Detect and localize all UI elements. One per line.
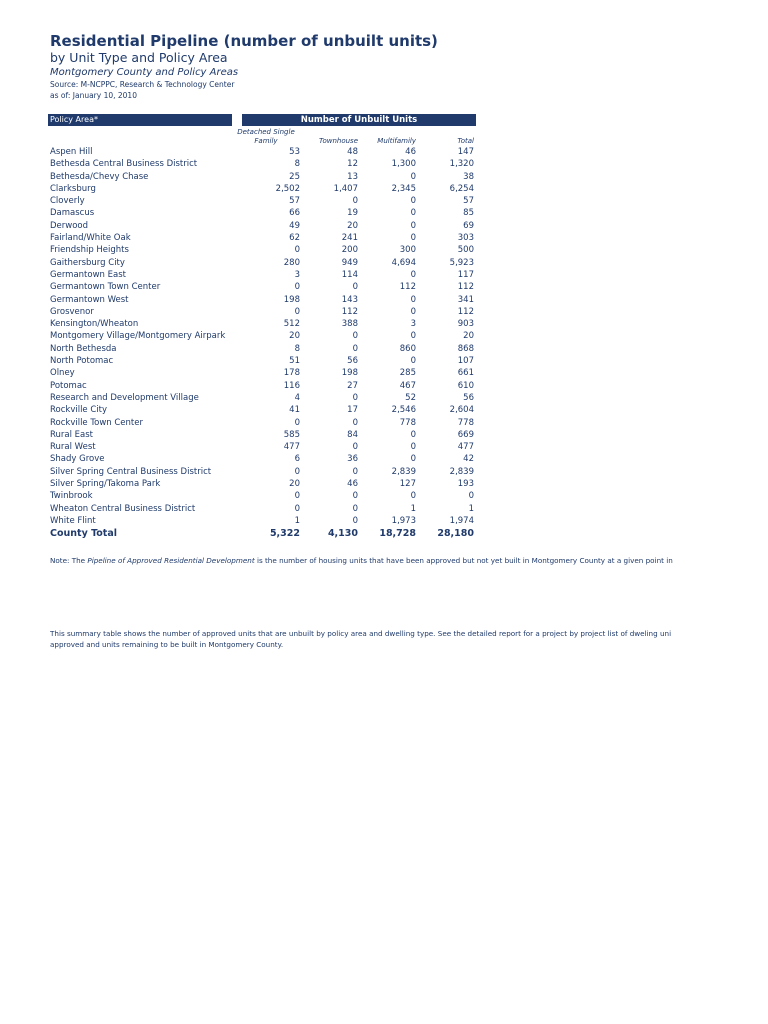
total-cell: 669 bbox=[457, 429, 474, 440]
table-row bbox=[48, 171, 478, 183]
table-row bbox=[48, 441, 478, 453]
table-note bbox=[50, 556, 760, 566]
total-cell: 0 bbox=[468, 491, 474, 502]
detached-cell: 2,502 bbox=[275, 183, 300, 194]
multifamily-cell: 3 bbox=[410, 319, 416, 330]
detached-cell: 0 bbox=[294, 466, 300, 477]
table-row bbox=[48, 195, 478, 207]
policy-area-header: Policy Area* bbox=[48, 114, 232, 126]
multifamily-cell: 0 bbox=[410, 306, 416, 317]
townhouse-cell: 200 bbox=[341, 245, 358, 256]
table-row bbox=[48, 220, 478, 232]
policy-area-cell: Bethesda Central Business District bbox=[50, 159, 198, 170]
pipeline-table bbox=[48, 114, 478, 541]
detached-cell: 0 bbox=[294, 417, 300, 428]
policy-area-cell: Potomac bbox=[50, 380, 87, 391]
detached-cell: 0 bbox=[294, 503, 300, 514]
table-row bbox=[48, 158, 478, 170]
policy-area-cell: Germantown West bbox=[50, 294, 129, 305]
total-cell: 2,839 bbox=[449, 466, 474, 477]
table-row bbox=[48, 466, 478, 478]
total-cell: 147 bbox=[457, 147, 474, 157]
townhouse-cell: 198 bbox=[341, 368, 358, 379]
total-cell: 2,604 bbox=[449, 405, 474, 416]
detached-cell: 0 bbox=[294, 282, 300, 293]
townhouse-cell: 12 bbox=[347, 159, 358, 170]
report-date: as of: January 10, 2010 bbox=[50, 91, 137, 100]
multifamily-cell: 0 bbox=[410, 429, 416, 440]
townhouse-cell: 27 bbox=[347, 380, 358, 391]
detached-cell: 116 bbox=[283, 380, 300, 391]
total-cell: 477 bbox=[457, 442, 474, 453]
table-row bbox=[48, 318, 478, 330]
detached-cell: 0 bbox=[294, 306, 300, 317]
townhouse-cell: 13 bbox=[347, 171, 358, 182]
policy-area-cell: Silver Spring Central Business District bbox=[50, 466, 212, 477]
townhouse-cell: 0 bbox=[352, 503, 358, 514]
col-multifamily-header: Multifamily bbox=[377, 137, 416, 145]
townhouse-cell: 46 bbox=[347, 479, 358, 490]
summary-line-1: This summary table shows the number of approved units that are unbuilt by policy area and dwelling type. See the detailed report for a project by project list of dweling uni bbox=[50, 629, 672, 638]
total-cell: 778 bbox=[457, 417, 474, 428]
townhouse-cell: 0 bbox=[352, 491, 358, 502]
detached-cell: 0 bbox=[294, 245, 300, 256]
detached-cell: 1 bbox=[294, 515, 300, 526]
townhouse-cell: 17 bbox=[347, 405, 358, 416]
multifamily-cell: 0 bbox=[410, 269, 416, 280]
table-row bbox=[48, 146, 478, 158]
detached-cell: 8 bbox=[294, 159, 300, 170]
table-row bbox=[48, 404, 478, 416]
total-cell: 1 bbox=[468, 503, 474, 514]
total-cell: 107 bbox=[457, 356, 474, 367]
table-row bbox=[48, 269, 478, 281]
multifamily-cell: 112 bbox=[399, 282, 416, 293]
detached-cell: 512 bbox=[283, 319, 300, 330]
townhouse-cell: 112 bbox=[341, 306, 358, 317]
total-cell: 56 bbox=[463, 392, 474, 403]
table-row bbox=[48, 417, 478, 429]
detached-cell: 8 bbox=[294, 343, 300, 354]
policy-area-cell: Clarksburg bbox=[50, 183, 96, 194]
townhouse-cell: 1,407 bbox=[333, 183, 358, 194]
total-cell: 112 bbox=[457, 306, 474, 317]
unbuilt-units-header: Number of Unbuilt Units bbox=[242, 114, 476, 126]
table-row bbox=[48, 355, 478, 367]
column-headers bbox=[48, 126, 478, 146]
detached-cell: 20 bbox=[289, 479, 300, 490]
townhouse-cell: 0 bbox=[352, 466, 358, 477]
total-cell: 85 bbox=[463, 208, 474, 219]
multifamily-cell: 0 bbox=[410, 196, 416, 207]
report-header bbox=[50, 32, 750, 101]
detached-cell: 6 bbox=[294, 454, 300, 465]
multifamily-cell: 52 bbox=[405, 392, 416, 403]
table-row bbox=[48, 232, 478, 244]
table-row bbox=[48, 281, 478, 293]
multifamily-cell: 127 bbox=[399, 479, 416, 490]
townhouse-cell: 36 bbox=[347, 454, 358, 465]
policy-area-cell: Aspen Hill bbox=[50, 147, 93, 157]
multifamily-cell: 0 bbox=[410, 208, 416, 219]
total-total: 28,180 bbox=[437, 528, 474, 540]
detached-cell: 3 bbox=[294, 269, 300, 280]
policy-area-cell: Research and Development Village bbox=[50, 392, 199, 403]
table-row bbox=[48, 367, 478, 379]
townhouse-cell: 48 bbox=[347, 147, 358, 157]
policy-area-cell: Derwood bbox=[50, 220, 89, 231]
detached-cell: 20 bbox=[289, 331, 300, 342]
total-cell: 341 bbox=[457, 294, 474, 305]
policy-area-cell: White Flint bbox=[50, 515, 96, 526]
detached-cell: 178 bbox=[283, 368, 300, 379]
table-row bbox=[48, 515, 478, 527]
townhouse-cell: 0 bbox=[352, 282, 358, 293]
summary-line-2: approved and units remaining to be built in Montgomery County. bbox=[50, 640, 284, 649]
total-cell: 5,923 bbox=[449, 257, 474, 268]
total-cell: 903 bbox=[457, 319, 474, 330]
table-row bbox=[48, 380, 478, 392]
table-body bbox=[48, 146, 478, 527]
policy-area-cell: Grosvenor bbox=[50, 306, 94, 317]
detached-cell: 53 bbox=[289, 147, 300, 157]
detached-cell: 0 bbox=[294, 491, 300, 502]
report-title: Residential Pipeline (number of unbuilt units) bbox=[50, 32, 438, 50]
townhouse-cell: 143 bbox=[341, 294, 358, 305]
total-cell: 303 bbox=[457, 233, 474, 244]
policy-area-cell: Gaithersburg City bbox=[50, 257, 125, 268]
policy-area-cell: Rockville Town Center bbox=[50, 417, 143, 428]
policy-area-cell: Kensington/Wheaton bbox=[50, 319, 139, 330]
detached-cell: 198 bbox=[283, 294, 300, 305]
table-row bbox=[48, 207, 478, 219]
multifamily-cell: 0 bbox=[410, 442, 416, 453]
policy-area-cell: Germantown Town Center bbox=[50, 282, 161, 293]
multifamily-cell: 0 bbox=[410, 171, 416, 182]
note-prefix: Note: The bbox=[50, 556, 88, 565]
table-row bbox=[48, 306, 478, 318]
policy-area-cell: Cloverly bbox=[50, 196, 85, 207]
townhouse-cell: 0 bbox=[352, 442, 358, 453]
total-townhouse: 4,130 bbox=[327, 528, 358, 540]
table-row bbox=[48, 343, 478, 355]
multifamily-cell: 0 bbox=[410, 220, 416, 231]
table-row bbox=[48, 490, 478, 502]
total-cell: 500 bbox=[457, 245, 474, 256]
policy-area-cell: Silver Spring/Takoma Park bbox=[50, 479, 161, 490]
policy-area-cell: Friendship Heights bbox=[50, 245, 129, 256]
policy-area-cell: Bethesda/Chevy Chase bbox=[50, 171, 149, 182]
col-detached-header: Detached Single Family bbox=[237, 128, 295, 145]
multifamily-cell: 1 bbox=[410, 503, 416, 514]
policy-area-cell: Montgomery Village/Montgomery Airpark bbox=[50, 331, 226, 342]
multifamily-cell: 0 bbox=[410, 454, 416, 465]
multifamily-cell: 2,546 bbox=[391, 405, 416, 416]
multifamily-cell: 0 bbox=[410, 331, 416, 342]
total-cell: 1,974 bbox=[449, 515, 474, 526]
detached-cell: 280 bbox=[283, 257, 300, 268]
detached-cell: 51 bbox=[289, 356, 300, 367]
report-subtitle: by Unit Type and Policy Area bbox=[50, 50, 228, 65]
total-cell: 868 bbox=[457, 343, 474, 354]
total-cell: 20 bbox=[463, 331, 474, 342]
table-row bbox=[48, 503, 478, 515]
townhouse-cell: 56 bbox=[347, 356, 358, 367]
total-cell: 38 bbox=[463, 171, 474, 182]
townhouse-cell: 0 bbox=[352, 417, 358, 428]
policy-area-cell: Damascus bbox=[50, 208, 95, 219]
total-cell: 57 bbox=[463, 196, 474, 207]
multifamily-cell: 1,300 bbox=[391, 159, 416, 170]
total-cell: 69 bbox=[463, 220, 474, 231]
note-suffix: is the number of housing units that have been approved but not yet built in Montgomery County at a given point in bbox=[254, 556, 673, 565]
report-region: Montgomery County and Policy Areas bbox=[50, 67, 239, 78]
detached-cell: 477 bbox=[283, 442, 300, 453]
townhouse-cell: 388 bbox=[341, 319, 358, 330]
detached-cell: 25 bbox=[289, 171, 300, 182]
table-row bbox=[48, 257, 478, 269]
total-label: County Total bbox=[50, 528, 118, 540]
townhouse-cell: 0 bbox=[352, 331, 358, 342]
total-detached: 5,322 bbox=[269, 528, 300, 540]
townhouse-cell: 949 bbox=[341, 257, 358, 268]
policy-area-cell: Shady Grove bbox=[50, 454, 105, 465]
multifamily-cell: 2,839 bbox=[391, 466, 416, 477]
summary-text bbox=[50, 628, 760, 650]
detached-cell: 66 bbox=[289, 208, 300, 219]
col-total-header: Total bbox=[457, 137, 474, 145]
detached-cell: 585 bbox=[283, 429, 300, 440]
policy-area-cell: Wheaton Central Business District bbox=[50, 503, 196, 514]
total-cell: 193 bbox=[457, 479, 474, 490]
multifamily-cell: 0 bbox=[410, 233, 416, 244]
table-row bbox=[48, 429, 478, 441]
total-cell: 112 bbox=[457, 282, 474, 293]
table-row bbox=[48, 478, 478, 490]
detached-cell: 62 bbox=[289, 233, 300, 244]
townhouse-cell: 0 bbox=[352, 343, 358, 354]
townhouse-cell: 241 bbox=[341, 233, 358, 244]
policy-area-cell: Olney bbox=[50, 368, 75, 379]
multifamily-cell: 285 bbox=[399, 368, 416, 379]
total-cell: 42 bbox=[463, 454, 474, 465]
townhouse-cell: 114 bbox=[341, 269, 358, 280]
multifamily-cell: 4,694 bbox=[391, 257, 416, 268]
col-townhouse-header: Townhouse bbox=[319, 137, 358, 145]
multifamily-cell: 0 bbox=[410, 356, 416, 367]
table-row bbox=[48, 244, 478, 256]
detached-cell: 41 bbox=[289, 405, 300, 416]
policy-area-cell: Germantown East bbox=[50, 269, 126, 280]
multifamily-cell: 300 bbox=[399, 245, 416, 256]
table-row bbox=[48, 453, 478, 465]
policy-area-cell: Rockville City bbox=[50, 405, 108, 416]
policy-area-cell: North Bethesda bbox=[50, 343, 117, 354]
policy-area-cell: Rural West bbox=[50, 442, 96, 453]
total-cell: 1,320 bbox=[449, 159, 474, 170]
total-cell: 661 bbox=[457, 368, 474, 379]
townhouse-cell: 0 bbox=[352, 392, 358, 403]
table-header-bar bbox=[48, 114, 478, 126]
total-cell: 6,254 bbox=[449, 183, 474, 194]
multifamily-cell: 0 bbox=[410, 491, 416, 502]
table-row bbox=[48, 392, 478, 404]
total-multifamily: 18,728 bbox=[379, 528, 416, 540]
multifamily-cell: 46 bbox=[405, 147, 416, 157]
multifamily-cell: 1,973 bbox=[391, 515, 416, 526]
townhouse-cell: 0 bbox=[352, 196, 358, 207]
report-source: Source: M-NCPPC, Research & Technology Center bbox=[50, 80, 235, 89]
policy-area-cell: North Potomac bbox=[50, 356, 114, 367]
townhouse-cell: 0 bbox=[352, 515, 358, 526]
multifamily-cell: 0 bbox=[410, 294, 416, 305]
detached-cell: 49 bbox=[289, 220, 300, 231]
policy-area-cell: Fairland/White Oak bbox=[50, 233, 131, 244]
table-row bbox=[48, 294, 478, 306]
townhouse-cell: 20 bbox=[347, 220, 358, 231]
policy-area-cell: Twinbrook bbox=[50, 491, 93, 502]
policy-area-cell: Rural East bbox=[50, 429, 94, 440]
county-total-row bbox=[48, 527, 478, 541]
multifamily-cell: 778 bbox=[399, 417, 416, 428]
townhouse-cell: 84 bbox=[347, 429, 358, 440]
detached-cell: 4 bbox=[294, 392, 300, 403]
multifamily-cell: 467 bbox=[399, 380, 416, 391]
note-emphasis: Pipeline of Approved Residential Development bbox=[87, 556, 255, 565]
multifamily-cell: 2,345 bbox=[391, 183, 416, 194]
table-row bbox=[48, 330, 478, 342]
multifamily-cell: 860 bbox=[399, 343, 416, 354]
total-cell: 610 bbox=[457, 380, 474, 391]
total-cell: 117 bbox=[457, 269, 474, 280]
detached-cell: 57 bbox=[289, 196, 300, 207]
table-row bbox=[48, 183, 478, 195]
townhouse-cell: 19 bbox=[347, 208, 358, 219]
